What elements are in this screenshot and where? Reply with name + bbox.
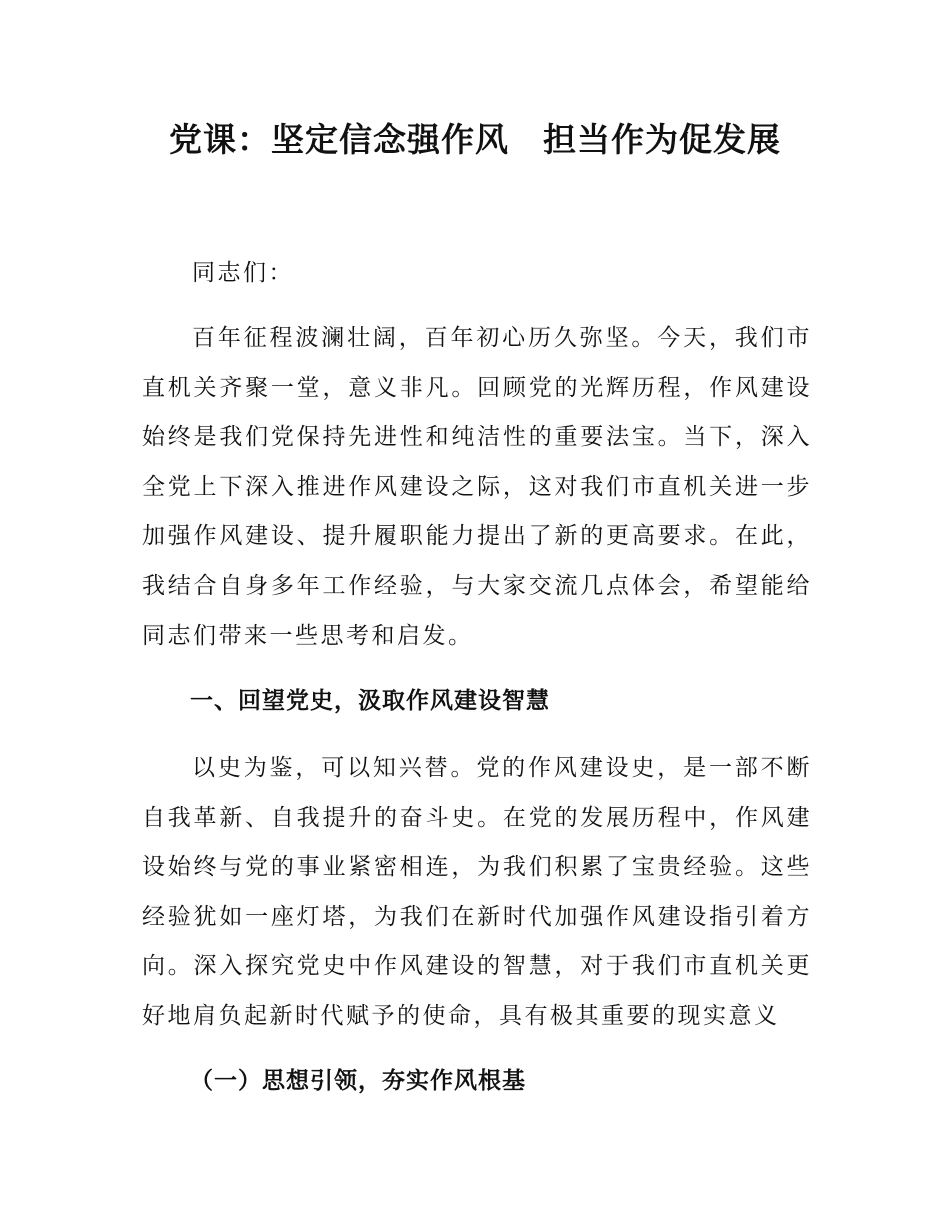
paragraph-section-1: 以史为鉴，可以知兴替。党的作风建设史，是一部不断自我革新、自我提升的奋斗史。在党的发展历程中，作风建设始终与党的事业紧密相连，为我们积累了宝贵经验。这些经验犹如一座灯塔，为我们在新时代加强作风建设指引着方向。深入探究党史中作风建设的智慧，对于我们市直机关更好地肩负起新时代赋予的使命，具有极其重要的现实意义 — [142, 755, 812, 1029]
subsection-heading-1: （一）思想引领，夯实作风根基 — [190, 1068, 526, 1094]
document-title: 党课：坚定信念强作风 担当作为促发展 — [169, 120, 781, 159]
paragraph-intro: 百年征程波澜壮阔，百年初心历久弥坚。今天，我们市直机关齐聚一堂，意义非凡。回顾党的光辉历程，作风建设始终是我们党保持先进性和纯洁性的重要法宝。当下，深入全党上下深入推进作风建设之际，这对我们市直机关进一步加强作风建设、提升履职能力提出了新的更高要求。在此，我结合自身多年工作经验，与大家交流几点体会，希望能给同志们带来一些思考和启发。 — [142, 325, 812, 649]
greeting-text: 同志们： — [192, 260, 294, 286]
section-heading-1: 一、回望党史，汲取作风建设智慧 — [190, 688, 550, 714]
